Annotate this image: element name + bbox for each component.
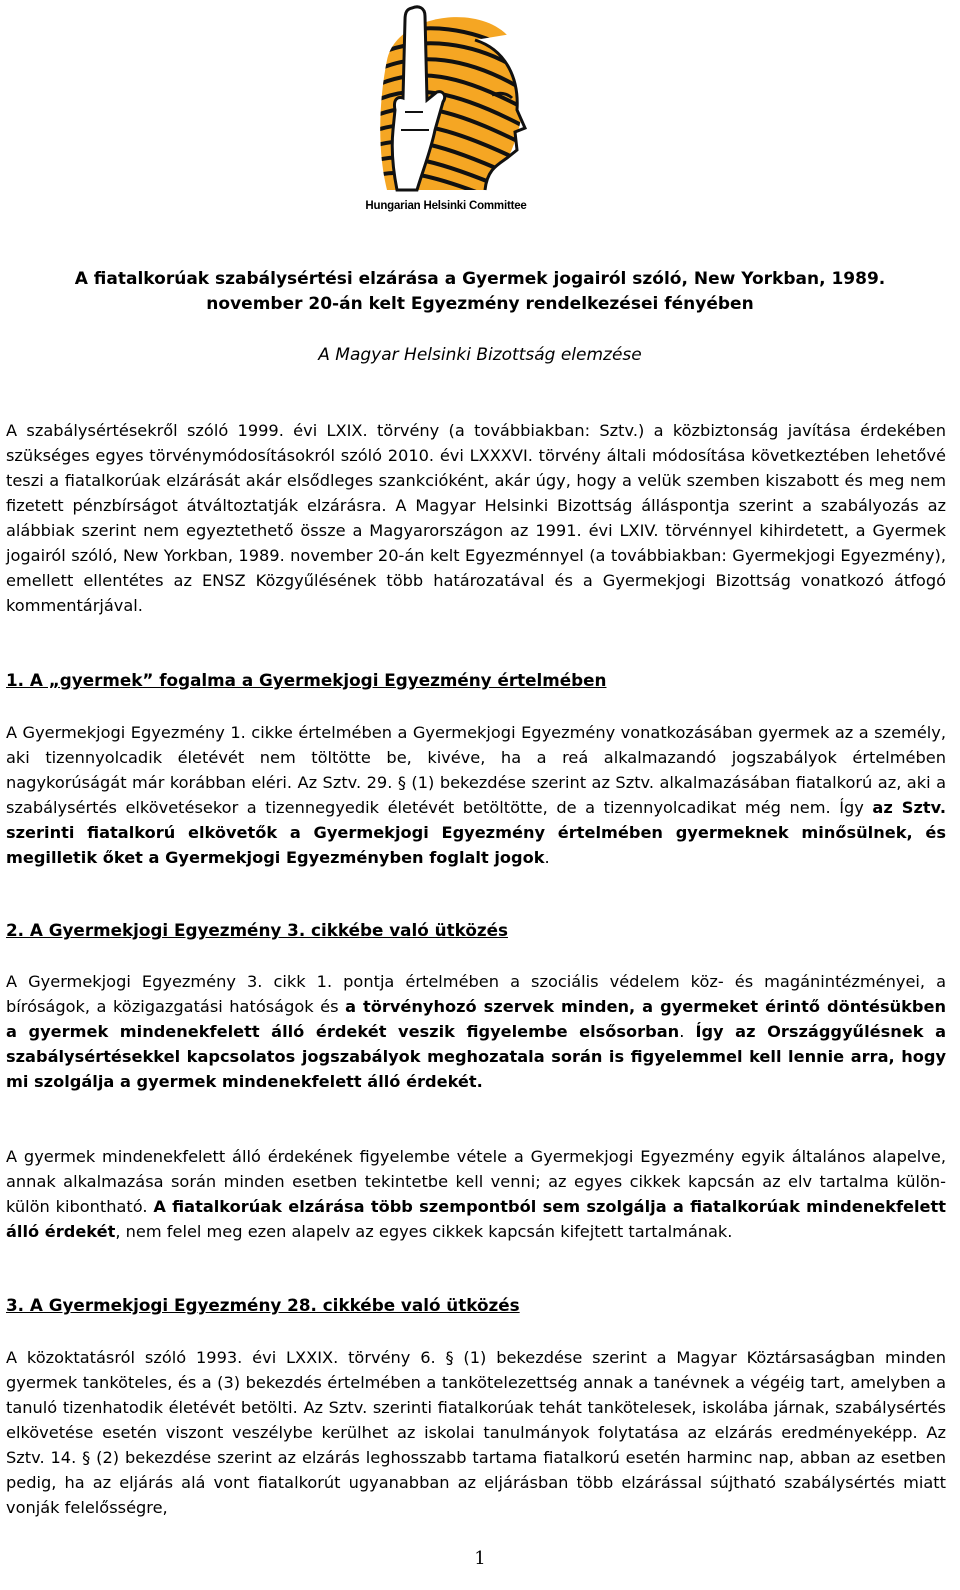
section1-end: . — [544, 848, 550, 867]
section2-p2-end: , nem felel meg ezen alapelv az egyes cikkek kapcsán kifejtett tartalmának. — [115, 1222, 733, 1241]
section2-paragraph1 — [6, 969, 946, 1094]
section2-heading: 2. A Gyermekjogi Egyezmény 3. cikkébe való ütközés — [6, 920, 508, 940]
logo-org-name: Hungarian Helsinki Committee — [365, 200, 527, 212]
section1-text: A Gyermekjogi Egyezmény 1. cikke értelmében a Gyermekjogi Egyezmény vonatkozásában gyermek az a személy, aki tizennyolcadik életévét nem töltötte be, kivéve, ha a reá alkalmazandó jogszabályok értelmében nagykorúságát már korábban eléri. Az Sztv. 29. § (1) bekezdése szerint az Sztv. alkalmazásában fiatalkorú az, aki a szabálysértés elkövetésekor a tizennegyedik életévét betöltötte, de a tizennyolcadikat még nem. Így — [6, 723, 946, 817]
doc-title-line1: A fiatalkorúak szabálysértési elzárása a Gyermek jogairól szóló, New Yorkban, 1989. — [74, 269, 886, 289]
section2-p2-text: A gyermek mindenekfelett álló érdekének figyelembe vétele a Gyermekjogi Egyezmény egyik általános alapelve, annak alkalmazása során minden esetben tekintetbe kell venni; az egyes cikkek kapcsán az elv tartalma külön-külön kibontható. — [6, 1147, 946, 1216]
section3-paragraph: A közoktatásról szóló 1993. évi LXXIX. törvény 6. § (1) bekezdése szerint a Magyar Köztársaságban minden gyermek tanköteles, és a (3) bekezdés értelmében a tankötelezettség annak a tanévnek a végéig tart, amelyben a tanuló tizenhatodik életévét betölti. Az Sztv. szerinti fiatalkorúak tehát tankötelesek, iskolába járnak, szabálysértés elkövetése esetén viszont veszélybe kerülhet az iskolai tanulmányok folytatása az elzárás eredményeképp. Az Sztv. 14. § (2) bekezdése szerint az elzárás leghosszabb tartama fiatalkorú esetén harminc nap, abban az esetben pedig, ha az eljárás alá vont fiatalkorút ugyanabban az eljárásban több elzárással sújtható szabálysértés miatt vonják felelősségre, — [6, 1348, 946, 1517]
doc-subtitle: A Magyar Helsinki Bizottság elemzése — [318, 345, 642, 365]
section2-p1-bold2: Így az Országgyűlésnek a szabálysértésekkel kapcsolatos jogszabályok meghozatala során is figyelemmel kell lennie arra, hogy mi szolgálja a gyermek mindenekfelett álló érdekét. — [6, 1022, 946, 1091]
section2-p2-bold: A fiatalkorúak elzárása több szempontból sem szolgálja a fiatalkorúak mindenekfelett álló érdekét — [6, 1197, 946, 1241]
section2-paragraph2 — [6, 1144, 946, 1244]
intro-paragraph: A szabálysértésekről szóló 1999. évi LXIX. törvény (a továbbiakban: Sztv.) a közbiztonság javítása érdekében szükséges egyes törvénymódosításokról szóló 2010. évi LXXXVI. törvény általi módosítása következtében lehetővé teszi a fiatalkorúak elzárását akár elsődleges szankcióként, akár úgy, hogy a velük szemben kiszabott és meg nem fizetett pénzbírságot átváltoztatják elzárásra. A Magyar Helsinki Bizottság álláspontja szerint a szabályozás az alábbiak szerint nem egyeztethető össze a Magyarországon az 1991. évi LXIV. törvénnyel kihirdetett, a Gyermek jogairól szóló, New Yorkban, 1989. november 20-án kelt Egyezménnyel (a továbbiakban: Gyermekjogi Egyezmény), emellett ellentétes az ENSZ Közgyűlésének több határozatával és a Gyermekjogi Bizottság vonatkozó átfogó kommentárjával. — [6, 421, 946, 615]
raised-hand-face-icon — [357, 0, 535, 200]
section1-heading: 1. A „gyermek” fogalma a Gyermekjogi Egyezmény értelmében — [6, 670, 607, 690]
section2-p1-text: A Gyermekjogi Egyezmény 3. cikk 1. pontja értelmében a szociális védelem köz- és magánintézményei, a bíróságok, a közigazgatási hatóságok és — [6, 972, 946, 1016]
section2-p1-bold: a törvényhozó szervek minden, a gyermeket érintő döntésükben a gyermek mindenekfelett álló érdekét veszik figyelembe elsősorban — [6, 997, 946, 1041]
section1-paragraph — [6, 720, 946, 870]
section3-heading: 3. A Gyermekjogi Egyezmény 28. cikkébe való ütközés — [6, 1295, 520, 1315]
section2-p1-mid: . — [679, 1022, 696, 1041]
page-number: 1 — [474, 1548, 486, 1569]
hhc-logo — [357, 0, 535, 222]
section1-bold-text: az Sztv. szerinti fiatalkorú elkövetők a Gyermekjogi Egyezmény értelmében gyermeknek minősülnek, és megilletik őket a Gyermekjogi Egyezményben foglalt jogok — [6, 798, 947, 867]
doc-title-line2: november 20-án kelt Egyezmény rendelkezései fényében — [206, 294, 754, 314]
